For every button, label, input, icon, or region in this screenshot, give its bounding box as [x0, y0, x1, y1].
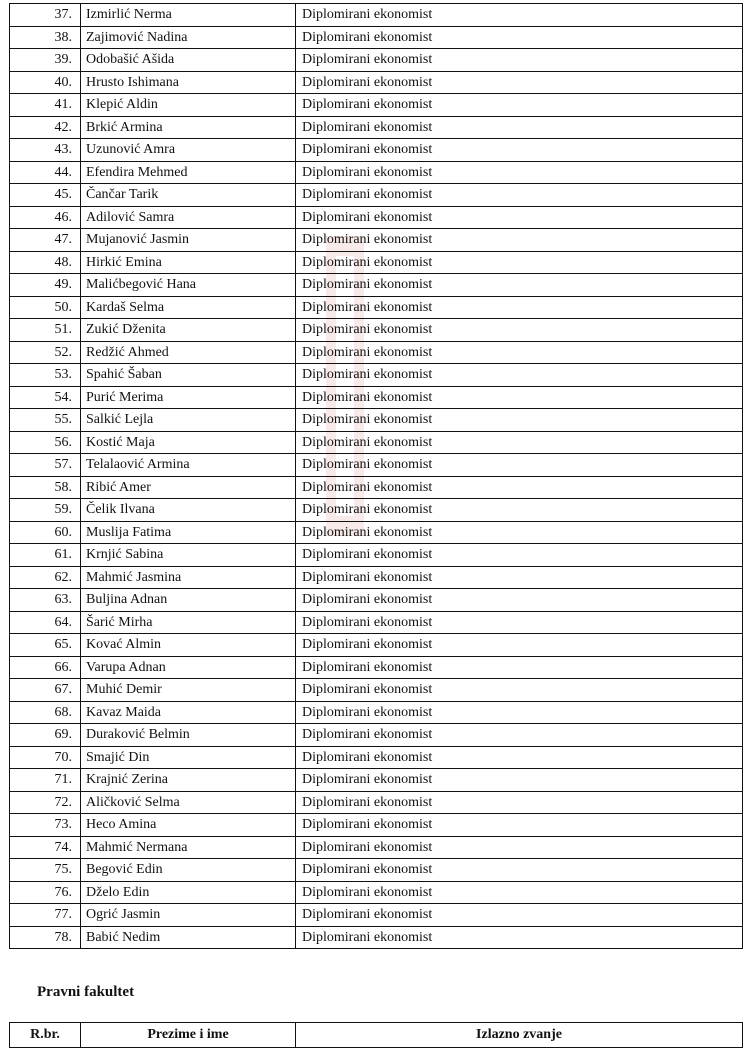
row-title: Diplomirani ekonomist	[296, 431, 743, 454]
row-title: Diplomirani ekonomist	[296, 859, 743, 882]
row-name: Zukić Dženita	[81, 319, 296, 342]
row-number: 40.	[10, 71, 81, 94]
row-title: Diplomirani ekonomist	[296, 296, 743, 319]
row-title: Diplomirani ekonomist	[296, 454, 743, 477]
table-row	[10, 116, 743, 139]
table-row	[10, 26, 743, 49]
row-name: Spahić Šaban	[81, 364, 296, 387]
table-row	[10, 836, 743, 859]
row-number: 71.	[10, 769, 81, 792]
row-title: Diplomirani ekonomist	[296, 634, 743, 657]
row-title: Diplomirani ekonomist	[296, 161, 743, 184]
row-name: Krnjić Sabina	[81, 544, 296, 567]
row-title: Diplomirani ekonomist	[296, 769, 743, 792]
row-number: 37.	[10, 4, 81, 27]
row-name: Klepić Aldin	[81, 94, 296, 117]
row-title: Diplomirani ekonomist	[296, 94, 743, 117]
row-title: Diplomirani ekonomist	[296, 409, 743, 432]
table-row	[10, 184, 743, 207]
row-number: 64.	[10, 611, 81, 634]
table-row	[10, 499, 743, 522]
row-title: Diplomirani ekonomist	[296, 679, 743, 702]
row-number: 57.	[10, 454, 81, 477]
table-row	[10, 881, 743, 904]
row-name: Uzunović Amra	[81, 139, 296, 162]
table-row	[10, 206, 743, 229]
table-row	[10, 71, 743, 94]
header-row	[10, 1023, 743, 1048]
row-name: Kavaz Maida	[81, 701, 296, 724]
row-number: 77.	[10, 904, 81, 927]
row-title: Diplomirani ekonomist	[296, 499, 743, 522]
row-title: Diplomirani ekonomist	[296, 791, 743, 814]
row-name: Dželo Edin	[81, 881, 296, 904]
row-name: Kovać Almin	[81, 634, 296, 657]
row-number: 69.	[10, 724, 81, 747]
row-number: 51.	[10, 319, 81, 342]
row-number: 47.	[10, 229, 81, 252]
row-title: Diplomirani ekonomist	[296, 521, 743, 544]
row-title: Diplomirani ekonomist	[296, 4, 743, 27]
row-number: 42.	[10, 116, 81, 139]
table-row	[10, 521, 743, 544]
row-name: Mujanović Jasmin	[81, 229, 296, 252]
table-row	[10, 49, 743, 72]
row-title: Diplomirani ekonomist	[296, 206, 743, 229]
row-number: 44.	[10, 161, 81, 184]
row-number: 60.	[10, 521, 81, 544]
row-number: 59.	[10, 499, 81, 522]
row-number: 48.	[10, 251, 81, 274]
row-title: Diplomirani ekonomist	[296, 836, 743, 859]
row-name: Muhić Demir	[81, 679, 296, 702]
row-title: Diplomirani ekonomist	[296, 229, 743, 252]
row-number: 55.	[10, 409, 81, 432]
row-name: Mahmić Nermana	[81, 836, 296, 859]
table-row	[10, 544, 743, 567]
row-number: 52.	[10, 341, 81, 364]
row-number: 74.	[10, 836, 81, 859]
row-number: 49.	[10, 274, 81, 297]
row-name: Varupa Adnan	[81, 656, 296, 679]
table-row	[10, 904, 743, 927]
row-title: Diplomirani ekonomist	[296, 611, 743, 634]
table-row	[10, 431, 743, 454]
table-row	[10, 139, 743, 162]
row-name: Purić Merima	[81, 386, 296, 409]
row-title: Diplomirani ekonomist	[296, 476, 743, 499]
row-number: 65.	[10, 634, 81, 657]
row-title: Diplomirani ekonomist	[296, 341, 743, 364]
row-title: Diplomirani ekonomist	[296, 319, 743, 342]
row-number: 50.	[10, 296, 81, 319]
table-row	[10, 611, 743, 634]
header-rbr: R.br.	[10, 1023, 81, 1048]
row-name: Heco Amina	[81, 814, 296, 837]
row-name: Izmirlić Nerma	[81, 4, 296, 27]
table-row	[10, 319, 743, 342]
row-number: 63.	[10, 589, 81, 612]
graduates-table	[9, 3, 743, 949]
row-title: Diplomirani ekonomist	[296, 814, 743, 837]
row-title: Diplomirani ekonomist	[296, 656, 743, 679]
row-title: Diplomirani ekonomist	[296, 71, 743, 94]
row-name: Muslija Fatima	[81, 521, 296, 544]
row-title: Diplomirani ekonomist	[296, 881, 743, 904]
row-name: Begović Edin	[81, 859, 296, 882]
row-name: Telalaović Armina	[81, 454, 296, 477]
row-title: Diplomirani ekonomist	[296, 566, 743, 589]
row-title: Diplomirani ekonomist	[296, 184, 743, 207]
table-row	[10, 386, 743, 409]
row-name: Babić Nedim	[81, 926, 296, 949]
row-number: 76.	[10, 881, 81, 904]
row-name: Hirkić Emina	[81, 251, 296, 274]
table-row	[10, 274, 743, 297]
row-number: 54.	[10, 386, 81, 409]
table-row	[10, 341, 743, 364]
row-title: Diplomirani ekonomist	[296, 274, 743, 297]
row-number: 73.	[10, 814, 81, 837]
row-name: Aličković Selma	[81, 791, 296, 814]
row-number: 75.	[10, 859, 81, 882]
row-title: Diplomirani ekonomist	[296, 746, 743, 769]
table-row	[10, 454, 743, 477]
row-title: Diplomirani ekonomist	[296, 251, 743, 274]
row-name: Brkić Armina	[81, 116, 296, 139]
row-number: 72.	[10, 791, 81, 814]
row-number: 66.	[10, 656, 81, 679]
table-row	[10, 679, 743, 702]
row-title: Diplomirani ekonomist	[296, 386, 743, 409]
table-row	[10, 364, 743, 387]
table-row	[10, 701, 743, 724]
row-name: Salkić Lejla	[81, 409, 296, 432]
row-number: 41.	[10, 94, 81, 117]
row-number: 45.	[10, 184, 81, 207]
table-row	[10, 566, 743, 589]
table-row	[10, 229, 743, 252]
table-row	[10, 251, 743, 274]
row-name: Adilović Samra	[81, 206, 296, 229]
row-name: Ribić Amer	[81, 476, 296, 499]
row-title: Diplomirani ekonomist	[296, 139, 743, 162]
row-title: Diplomirani ekonomist	[296, 544, 743, 567]
row-name: Zajimović Nadina	[81, 26, 296, 49]
row-name: Hrusto Ishimana	[81, 71, 296, 94]
table-row	[10, 746, 743, 769]
row-number: 67.	[10, 679, 81, 702]
row-number: 70.	[10, 746, 81, 769]
row-number: 78.	[10, 926, 81, 949]
section-table-header	[9, 1022, 743, 1048]
row-name: Buljina Adnan	[81, 589, 296, 612]
row-name: Redžić Ahmed	[81, 341, 296, 364]
row-number: 68.	[10, 701, 81, 724]
table-row	[10, 859, 743, 882]
row-name: Odobašić Ašida	[81, 49, 296, 72]
row-number: 39.	[10, 49, 81, 72]
table-row	[10, 634, 743, 657]
row-name: Smajić Din	[81, 746, 296, 769]
row-name: Kostić Maja	[81, 431, 296, 454]
row-number: 38.	[10, 26, 81, 49]
row-number: 56.	[10, 431, 81, 454]
row-title: Diplomirani ekonomist	[296, 724, 743, 747]
row-title: Diplomirani ekonomist	[296, 49, 743, 72]
row-number: 58.	[10, 476, 81, 499]
table-row	[10, 476, 743, 499]
row-name: Duraković Belmin	[81, 724, 296, 747]
table-row	[10, 769, 743, 792]
row-number: 43.	[10, 139, 81, 162]
table-row	[10, 296, 743, 319]
table-row	[10, 926, 743, 949]
table-row	[10, 4, 743, 27]
header-title: Izlazno zvanje	[296, 1023, 743, 1048]
table-row	[10, 409, 743, 432]
table-row	[10, 94, 743, 117]
row-name: Čančar Tarik	[81, 184, 296, 207]
row-title: Diplomirani ekonomist	[296, 926, 743, 949]
table-row	[10, 724, 743, 747]
row-name: Ogrić Jasmin	[81, 904, 296, 927]
row-name: Čelik Ilvana	[81, 499, 296, 522]
table-row	[10, 814, 743, 837]
row-number: 46.	[10, 206, 81, 229]
row-number: 62.	[10, 566, 81, 589]
row-name: Malićbegović Hana	[81, 274, 296, 297]
row-name: Efendira Mehmed	[81, 161, 296, 184]
row-title: Diplomirani ekonomist	[296, 26, 743, 49]
row-title: Diplomirani ekonomist	[296, 589, 743, 612]
row-name: Krajnić Zerina	[81, 769, 296, 792]
graduates-table-body	[10, 4, 743, 949]
table-row	[10, 656, 743, 679]
row-title: Diplomirani ekonomist	[296, 701, 743, 724]
row-number: 53.	[10, 364, 81, 387]
table-row	[10, 161, 743, 184]
row-name: Kardaš Selma	[81, 296, 296, 319]
section-title: Pravni fakultet	[37, 984, 135, 1000]
row-title: Diplomirani ekonomist	[296, 116, 743, 139]
row-title: Diplomirani ekonomist	[296, 364, 743, 387]
row-number: 61.	[10, 544, 81, 567]
header-name: Prezime i ime	[81, 1023, 296, 1048]
row-name: Šarić Mirha	[81, 611, 296, 634]
table-row	[10, 589, 743, 612]
table-row	[10, 791, 743, 814]
row-title: Diplomirani ekonomist	[296, 904, 743, 927]
row-name: Mahmić Jasmina	[81, 566, 296, 589]
